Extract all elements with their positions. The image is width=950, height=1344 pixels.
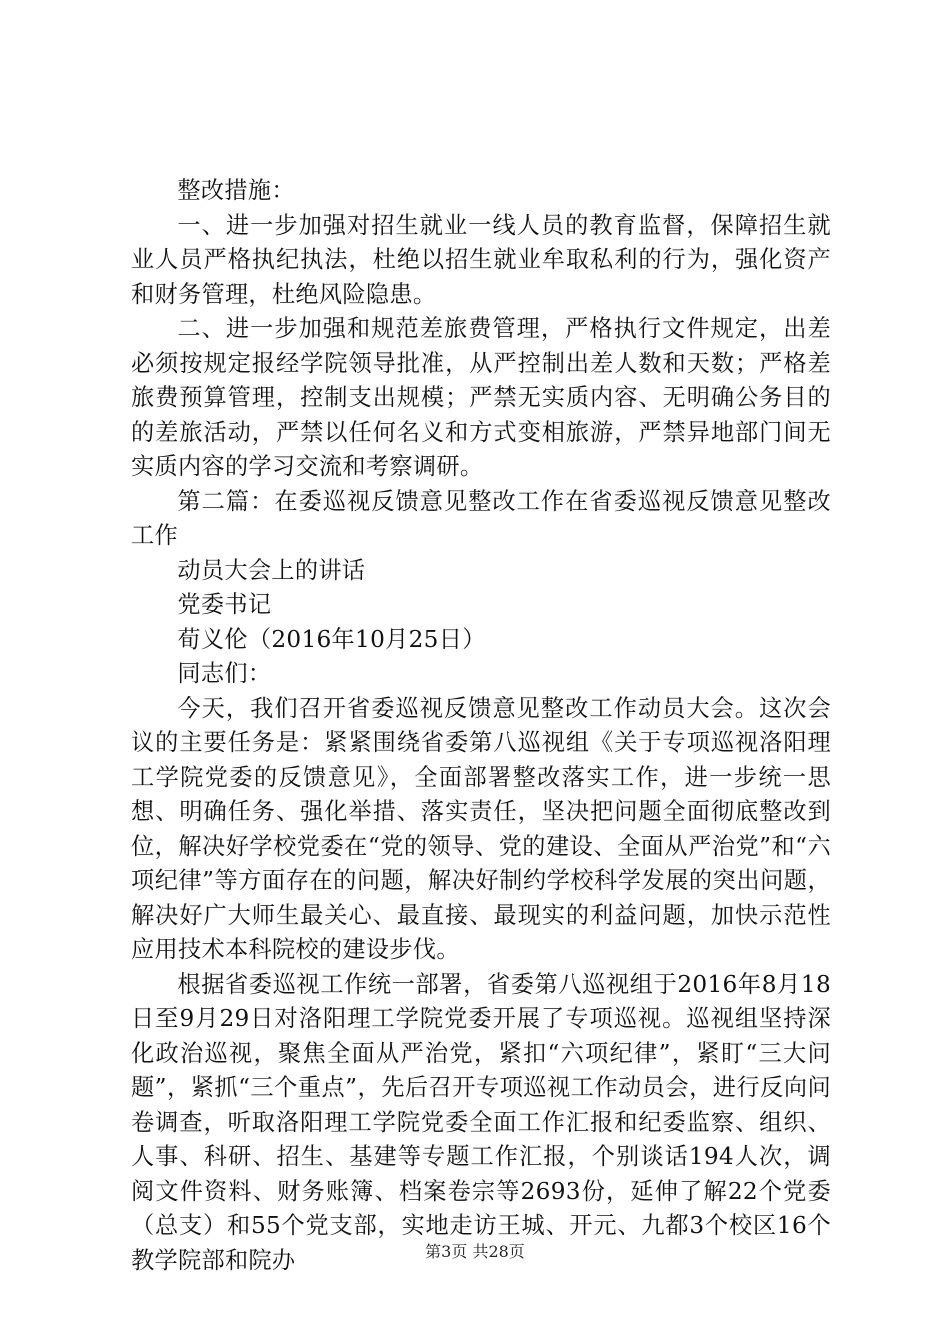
page-footer: [0, 1242, 950, 1262]
page-number: 第3页 共28页: [425, 1242, 525, 1261]
article-title: 第二篇：在委巡视反馈意见整改工作在省委巡视反馈意见整改工作: [131, 487, 831, 549]
paragraph-measure-2: 二、进一步加强和规范差旅费管理，严格执行文件规定，出差必须按规定报经学院领导批准，从严控制出差人数和天数；严格差旅费预算管理，控制支出规模；严禁无实质内容、无明确公务目的的差旅活动，严禁以任何名义和方式变相旅游，严禁异地部门间无实质内容的学习交流和考察调研。: [131, 315, 831, 480]
paragraph-inspection-background: 根据省委巡视工作统一部署，省委第八巡视组于2016年8月18日至9月29日对洛阳理工学院党委开展了专项巡视。巡视组坚持深化政治巡视，聚焦全面从严治党，紧扣“六项纪律”，紧盯“三大问题”，紧抓“三个重点”，先后召开专项巡视工作动员会，进行反向问卷调查，听取洛阳理工学院党委全面工作汇报和纪委监察、组织、人事、科研、招生、基建等专题工作汇报，个别谈话194人次，调阅文件资料、财务账簿、档案卷宗等2693份，延伸了解22个党委（总支）和55个党支部，实地走访王城、开元、九都3个校区16个教学院部和院办: [131, 970, 831, 1274]
paragraph-meeting-purpose: 今天，我们召开省委巡视反馈意见整改工作动员大会。这次会议的主要任务是：紧紧围绕省委第八巡视组《关于专项巡视洛阳理工学院党委的反馈意见》，全面部署整改落实工作，进一步统一思想、明确任务、强化举措、落实责任，坚决把问题全面彻底整改到位，解决好学校党委在“党的领导、党的建设、全面从严治党”和“六项纪律”等方面存在的问题，解决好制约学校科学发展的突出问题，解决好广大师生最关心、最直接、最现实的利益问题，加快示范性应用技术本科院校的建设步伐。: [131, 694, 831, 963]
section-heading-measures: 整改措施：: [177, 177, 295, 204]
document-body: [131, 174, 831, 1278]
speaker-name-date: 荀义伦（2016年10月25日）: [177, 625, 486, 653]
speaker-position: 党委书记: [177, 591, 272, 618]
salutation: 同志们：: [177, 660, 272, 687]
paragraph-measure-1: 一、进一步加强对招生就业一线人员的教育监督，保障招生就业人员严格执纪执法，杜绝以招生就业牟取私利的行为，强化资产和财务管理，杜绝风险隐患。: [131, 211, 831, 308]
article-subtitle: 动员大会上的讲话: [177, 556, 366, 584]
